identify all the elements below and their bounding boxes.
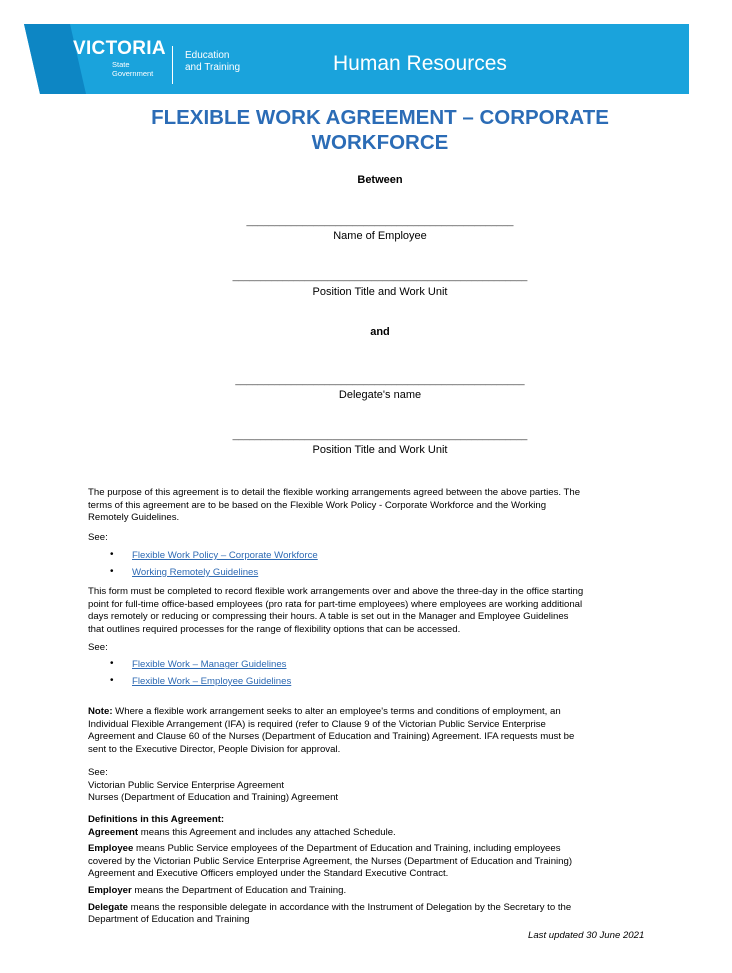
see-label: See: — [88, 767, 108, 778]
delegate-position-label: Position Title and Work Unit — [312, 444, 448, 456]
logo-sub-line1: State — [112, 60, 130, 69]
logo-subtitle — [112, 60, 153, 78]
definition-delegate — [88, 902, 663, 915]
definition-text: Agreement and Executive Officers employed under the Standard Executive Contract. — [88, 868, 449, 880]
delegate-name-label: Delegate's name — [338, 389, 422, 401]
definition-text: means the responsible delegate in accordance with the Instrument of Delegation by the Secretary to the — [128, 901, 572, 913]
form-line: point for full-time office-based employees (pro rata for part-time employees) where employees are working additional — [88, 598, 583, 610]
employee-name-field[interactable]: ________________________________________________ — [246, 216, 514, 227]
definition-employee — [88, 843, 663, 856]
document-title — [80, 105, 680, 155]
employee-position-field[interactable]: _____________________________________________________ — [232, 271, 528, 282]
note-line: Individual Flexible Arrangement (IFA) is required (refer to Clause 9 of the Victorian Public Service Enterprise — [88, 718, 546, 730]
link-flexible-work-policy[interactable]: Flexible Work Policy – Corporate Workforce — [132, 550, 318, 561]
reference-item: Nurses (Department of Education and Training) Agreement — [88, 792, 339, 804]
dept-line2: and Training — [185, 62, 241, 73]
definitions-heading: Definitions in this Agreement: — [88, 814, 225, 825]
bullet-icon: • — [110, 566, 114, 577]
and-label: and — [370, 326, 390, 338]
purpose-line: terms of this agreement are to be based on the Flexible Work Policy - Corporate Workforce and the Working — [88, 499, 547, 511]
purpose-paragraph — [88, 487, 663, 525]
logo-divider — [172, 46, 173, 84]
references — [88, 767, 663, 805]
definition-employer — [88, 885, 663, 898]
form-line: This form must be completed to record flexible work arrangements over and above the three-day in the office starting — [88, 586, 584, 597]
link-employee-guidelines[interactable]: Flexible Work – Employee Guidelines — [132, 676, 292, 687]
definition-term: Delegate — [88, 901, 128, 913]
department-name — [185, 50, 240, 74]
see-label: See: — [88, 532, 108, 543]
definition-term: Employee — [88, 843, 134, 855]
form-paragraph — [88, 586, 663, 636]
definition-text: covered by the Victorian Public Service Enterprise Agreement, the Nurses (Department of Education and Training) — [88, 855, 573, 867]
last-updated: Last updated 30 June 2021 — [528, 930, 645, 941]
definition-text: means this Agreement and includes any attached Schedule. — [138, 826, 396, 838]
definition-text: means Public Service employees of the Department of Education and Training, including employees — [133, 843, 561, 855]
bullet-icon: • — [110, 658, 114, 669]
logo-sub-line2: Government — [112, 69, 154, 78]
definition-term: Agreement — [88, 826, 139, 838]
see-label: See: — [88, 642, 108, 653]
note-label: Note: — [88, 706, 113, 717]
note-line: Agreement and Clause 60 of the Nurses (Department of Education and Training) Agreement. IFA requests must be — [88, 731, 575, 743]
employee-name-label: Name of Employee — [333, 230, 427, 242]
definition-term: Employer — [88, 884, 132, 896]
bullet-icon: • — [110, 675, 114, 686]
form-line: that outlines required processes for the range of flexibility options that can be accessed. — [88, 623, 461, 635]
link-working-remotely[interactable]: Working Remotely Guidelines — [132, 567, 259, 578]
delegate-position-field[interactable]: _____________________________________________________ — [232, 430, 528, 441]
dept-line1: Education — [185, 50, 230, 61]
definition-agreement — [88, 827, 663, 840]
purpose-line: The purpose of this agreement is to detail the flexible working arrangements agreed between the above parties. The — [88, 487, 581, 498]
reference-item: Victorian Public Service Enterprise Agreement — [88, 779, 285, 791]
link-manager-guidelines[interactable]: Flexible Work – Manager Guidelines — [132, 659, 287, 670]
section-title: Human Resources — [333, 52, 507, 75]
victoria-logo: VICTORIA — [73, 38, 166, 59]
bullet-icon: • — [110, 549, 114, 560]
definitions — [88, 814, 663, 927]
definition-text: means the Department of Education and Training. — [131, 884, 347, 896]
title-line2: WORKFORCE — [311, 131, 449, 154]
note-line: Where a flexible work arrangement seeks to alter an employee's terms and conditions of employment, an — [112, 706, 561, 717]
purpose-line: Remotely Guidelines. — [88, 512, 180, 524]
between-label: Between — [357, 174, 403, 186]
title-line1: FLEXIBLE WORK AGREEMENT – CORPORATE — [151, 106, 609, 129]
delegate-name-field[interactable]: ____________________________________________________ — [235, 375, 525, 386]
form-line: days remotely or reducing or compressing their hours. A table is set out in the Manager and Employee Guidelines — [88, 611, 569, 623]
employee-position-label: Position Title and Work Unit — [312, 286, 448, 298]
note-line: sent to the Executive Director, People Division for approval. — [88, 743, 341, 755]
note-paragraph — [88, 706, 663, 756]
definition-text: Department of Education and Training — [88, 914, 250, 926]
